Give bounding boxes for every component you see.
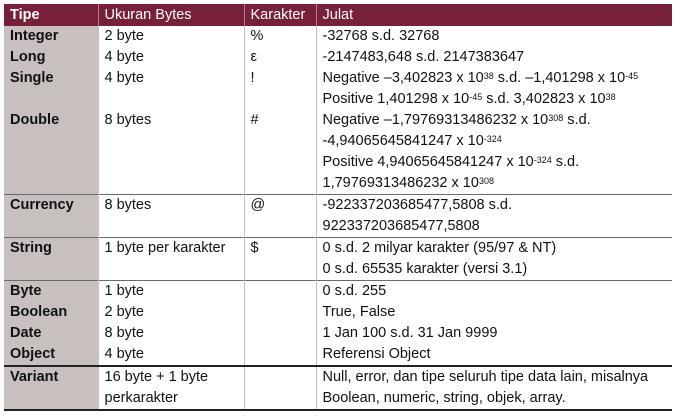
- julat-text: s.d. –1,401298 x 10: [493, 70, 626, 86]
- cell-ukuran: [98, 238, 244, 281]
- ukuran-line: 2 byte: [104, 28, 144, 44]
- cell-tipe: Boolean: [4, 302, 98, 323]
- cell-ukuran: [98, 195, 244, 238]
- table-row: [4, 366, 672, 410]
- julat-line: -32768 s.d. 32768: [322, 28, 440, 44]
- julat-line: Referensi Object: [322, 346, 431, 362]
- cell-julat: [316, 323, 672, 344]
- header-julat: Julat: [316, 4, 672, 26]
- cell-julat: [316, 281, 672, 303]
- cell-karakter: @: [244, 195, 316, 238]
- julat-text: -4,94065645841247 x 10: [322, 133, 484, 149]
- julat-text: s.d.: [563, 112, 591, 128]
- table-row: [4, 238, 672, 281]
- header-tipe: Tipe: [4, 4, 98, 26]
- cell-ukuran: [98, 344, 244, 366]
- cell-tipe: Currency: [4, 195, 98, 238]
- cell-ukuran: [98, 110, 244, 195]
- cell-karakter: #: [244, 110, 316, 195]
- julat-line: -2147483,648 s.d. 2147383647: [322, 49, 525, 65]
- julat-line: Null, error, dan tipe seluruh tipe data lain, misalnya: [322, 369, 649, 385]
- cell-ukuran: [98, 47, 244, 68]
- ukuran-line: 1 byte per karakter: [104, 240, 226, 256]
- cell-karakter: !: [244, 68, 316, 110]
- cell-ukuran: [98, 68, 244, 110]
- julat-text: Negative –3,402823 x 10: [322, 70, 484, 86]
- cell-tipe: Object: [4, 344, 98, 366]
- cell-ukuran: [98, 323, 244, 344]
- ukuran-line: 8 bytes: [104, 112, 152, 128]
- cell-karakter: %: [244, 26, 316, 47]
- header-karakter: Karakter: [244, 4, 316, 26]
- julat-text: Positive 1,401298 x 10: [322, 91, 470, 107]
- ukuran-line: 1 byte: [104, 283, 144, 299]
- julat-line: 1 Jan 100 s.d. 31 Jan 9999: [322, 325, 498, 341]
- table-body: [4, 26, 672, 410]
- julat-text: Positive 4,94065645841247 x 10: [322, 154, 534, 170]
- cell-ukuran: [98, 26, 244, 47]
- cell-karakter: [244, 281, 316, 303]
- cell-julat: [316, 26, 672, 47]
- julat-line: [323, 152, 673, 173]
- cell-julat: [316, 47, 672, 68]
- julat-line: [323, 131, 673, 152]
- header-row: [4, 4, 672, 26]
- cell-julat: [316, 68, 672, 110]
- cell-karakter: [244, 323, 316, 344]
- cell-ukuran: [98, 302, 244, 323]
- cell-tipe: Date: [4, 323, 98, 344]
- cell-julat: [316, 366, 672, 410]
- cell-tipe: Double: [4, 110, 98, 195]
- table-row: [4, 47, 672, 68]
- julat-line: -922337203685477,5808 s.d.: [322, 197, 512, 213]
- exponent: -324: [483, 134, 502, 144]
- ukuran-line: 16 byte + 1 byte: [104, 369, 209, 385]
- cell-ukuran: [98, 281, 244, 303]
- julat-line: [323, 173, 673, 194]
- cell-karakter: [244, 344, 316, 366]
- exponent: -45: [469, 92, 483, 102]
- julat-line: Boolean, numeric, string, objek, array.: [322, 390, 566, 406]
- julat-text: Negative –1,79769313486232 x 10: [322, 112, 549, 128]
- table-row: [4, 26, 672, 47]
- exponent: -324: [533, 155, 552, 165]
- ukuran-line: 4 byte: [104, 49, 144, 65]
- julat-line: 0 s.d. 65535 karakter (versi 3.1): [322, 261, 528, 277]
- cell-tipe: Variant: [4, 366, 98, 410]
- cell-karakter: ε: [244, 47, 316, 68]
- cell-ukuran: [98, 366, 244, 410]
- table-row: [4, 323, 672, 344]
- julat-text: s.d. 3,402823 x 10: [482, 91, 606, 107]
- table-row: [4, 281, 672, 303]
- table-row: [4, 344, 672, 366]
- cell-julat: [316, 110, 672, 195]
- cell-tipe: String: [4, 238, 98, 281]
- table-row: [4, 110, 672, 195]
- julat-line: 922337203685477,5808: [322, 218, 480, 234]
- julat-line: 0 s.d. 2 milyar karakter (95/97 & NT): [322, 240, 557, 256]
- cell-julat: [316, 238, 672, 281]
- julat-line: 0 s.d. 255: [322, 283, 387, 299]
- ukuran-line: 8 bytes: [104, 197, 152, 213]
- table-row: [4, 195, 672, 238]
- cell-julat: [316, 344, 672, 366]
- exponent: 38: [605, 92, 616, 102]
- data-types-table: [4, 4, 672, 411]
- ukuran-line: 2 byte: [104, 304, 144, 320]
- julat-line: [323, 110, 673, 131]
- cell-tipe: Long: [4, 47, 98, 68]
- table-row: [4, 302, 672, 323]
- cell-tipe: Integer: [4, 26, 98, 47]
- cell-tipe: Byte: [4, 281, 98, 303]
- cell-tipe: Single: [4, 68, 98, 110]
- julat-text: s.d.: [551, 154, 580, 170]
- ukuran-line: 4 byte: [104, 70, 144, 86]
- ukuran-line: perkarakter: [104, 390, 178, 406]
- table-row: [4, 68, 672, 110]
- exponent: -45: [625, 71, 639, 81]
- cell-karakter: [244, 366, 316, 410]
- ukuran-line: 8 byte: [104, 325, 144, 341]
- cell-julat: [316, 302, 672, 323]
- exponent: 308: [548, 113, 564, 123]
- cell-julat: [316, 195, 672, 238]
- exponent: 308: [478, 176, 494, 186]
- julat-line: [323, 89, 673, 110]
- cell-karakter: [244, 302, 316, 323]
- cell-karakter: $: [244, 238, 316, 281]
- header-ukuran: Ukuran Bytes: [98, 4, 244, 26]
- julat-text: 1,79769313486232 x 10: [322, 175, 479, 191]
- julat-line: [323, 68, 673, 89]
- julat-line: True, False: [322, 304, 396, 320]
- exponent: 38: [483, 71, 494, 81]
- ukuran-line: 4 byte: [104, 346, 144, 362]
